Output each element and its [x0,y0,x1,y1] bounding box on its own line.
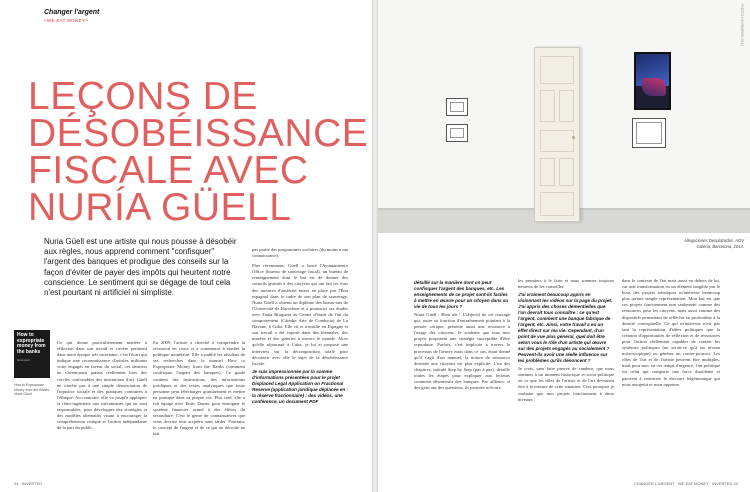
video-screen [634,52,671,110]
interview-question: Je suis impressionnée par la somme d'informations présentées pour le projet Displaced Legal Application on Fractional Reserve (application juridique déplacée en : la réserve fractionnaire) : des vidéos, une conférence, un document PDF [252,368,348,404]
right-column-2 [518,278,614,403]
body-paragraph: pas partie des programmes scolaires (du moins à ma connaissance). [252,247,348,259]
book-author: Nuria Güell [17,359,30,362]
title-line: DÉSOBÉISSANCE [28,112,369,155]
right-page [378,0,750,492]
body-paragraph: Nuria Güell : Bien sûr ! L'objectif de cet ouvrage qui, outre sa fonction d'entraînement pointant à la pensée critique, présente aussi une ressource à l'usage des citoyens. Je souhaite que tous mes projets proposent une stratégie susceptible d'être reproduite. Parfois, c'est implicite à travers le processus de l'œuvre mais dans ce cas, étant donné qu'il s'agit d'un manuel, la notion de ressource destinée aux citoyens est plus explicite. L'un des chapitres, intitulé Step by Step (pas à pas), détaille toutes les étapes pour expliquer aux lecteurs comment désinvestir des banques. Par ailleurs, si des gens ont des questions, ils peuvent m'écrire. [414,312,510,391]
section-rubric: Changer l'argent [44,9,100,16]
framed-print [632,118,666,148]
body-paragraph: Plus récemment, Güell a lancé l'Ayuntamiento Office (bureau de sauvetage fiscal), un bureau de renseignement dont le but est de donner des conseils gratuits à des citoyens qui ont fait les frais des mesures d'austérité mises en place par l'État espagnol dans le cadre de son plan de sauvetage. Nuria Güell a obtenu un diplôme des beaux-arts de l'Université de Barcelone et a poursuivi ses études avec Tania Bruguera au Centre d'étude de l'art du comportement (Cátedra Arte de Conducta) de La Havane, à Cuba. Elle vit et travaille en Espagne et son travail a été exposé dans des biennales, des musées et des galeries à travers le monde. Alors qu'elle séjournait à Cuba, je lui ai proposé une interview sur la décomposition totale pour découvrir avec elle le sujet de la désobéissance fiscale. [252,263,348,366]
framed-print [446,98,468,116]
article-lead: Nuria Güell est une artiste qui nous pousse à désobéir aux règles, nous apprend comment "confisquer" l'argent des banques et prodigue des conseils sur la façon d'éviter de payer des impôts qui heurtent notre conscience. Le sentiment qui se dégage de tout cela n'est pourtant ni artificiel ni simpliste. [44,237,237,298]
right-column-3: dans le contexte de l'art mais aussi en dehors de lui, car une transformation en un élément tangible par le biais des projets artistiques m'intéresse beaucoup plus qu'une simple représentation. Mon but est que ces projets fonctionnent non seulement comme des ressources pour les citoyens, mais aussi comme des dispositifs permettant de réfléchir en profondeur à la densité conceptuelle. Ce qui m'intéresse n'est pas tant la représentation d'idées politiques que la création d'opportunités de réflexion et de ressources pour l'action réellement capables de contrer les systèmes politiques (ne serait-ce qu'à un niveau microscopique) ou générer un contre-pouvoir. Les rôles de l'art et de l'artiste peuvent être multiples, mais pour moi, en ces temps d'urgence, l'art politique est celui qui comporte une force dissidente et parvient à renverser le discours hégémonique qui nous assujettit et nous opprime. [622,278,720,387]
body-column-3 [252,247,348,407]
photo-credit: PHOTO NOVEMBRE 2014 [740,4,744,47]
book-title: How to expropriate money from the banks [17,332,46,355]
interview-question: J'ai vraiment beaucoup appris en visionnant les vidéos sur la page du projet. J'ai appris des choses démentielles que l'on devrait tous connaître : ce qu'est l'argent, comment une banque fabrique de l'argent, etc. Ainsi, votre travail a eu un effet direct sur ma vie. Cependant, d'un point de vue plus général, quel doit être selon vous le rôle d'un artiste qui œuvre sur des projets engagés au socialement ? Peuvent-ils avoir une réelle influence sur les problèmes qu'ils dénoncent ? [518,292,613,364]
book-caption: How to Expropriate Money from the Banks, Nuria Güell. [14,383,50,396]
body-column-1: Ce qui donne particulièrement matière à réflexion dans son travail et s'avère pertinent dans notre époque très incertaine, c'est l'écart qui indique une reconnaissance d'artistes militants votre engagés en faveur du social, ces derniers ne s'aventurant jamais réellement hors des cercles confortables des institutions d'art. Güell ne s'arrête pas à une simple dénonciation de l'injustice sociale et des pratiques contraires à l'éthique. Au contraire, elle va jusqu'à appliquer la rétro-ingénierie aux mécanismes qui en sont responsables, pour développer des stratégies et des modèles alternatifs visant à encourager la compréhension critique et l'action indépendante de la part du public. [57,340,147,431]
body-column-2: En 2009, l'artiste a cherché à comprendre la récession en cours et a commencé à étudier la politique monétaire. Elle a publié les résultats de ses recherches dans le manuel How to Expropriate Money from the Banks (comment confisquer l'argent des banques). Ce guide contient des instructions, des informations juridiques et des textes analytiques que toute personne peut télécharger gratuitement et mettre en pratique dans sa propre vie. Plus tard, elle a fait équipe avec Enric Duran, pour enseigner le système financier actuel à des élèves du secondaire. C'est le genre de connaissances que vous devriez tous acquérir sans tarder. Pourtant, le concept de l'argent et de ce qui en découle ne fait [153,340,245,437]
body-paragraph: les premiers à le faire et nous sommes toujours heureux de les conseiller. [518,278,614,290]
title-line: LEÇONS DE [28,75,258,118]
left-page [0,0,372,492]
right-column-1 [414,278,510,391]
gallery-photo [378,0,750,233]
body-paragraph: Je crois, sans faire preuve de candeur, que nous sommes à un moment historique et socio-politique où ce que les rôles de l'artiste et de l'art devraient être à la mesure de cette situation. Ceci pourquoi je souhaite que mes projets fonctionnent à deux niveaux : [518,366,614,402]
title-line: NURÍA GÜELL [28,186,292,229]
title-line: FISCALE AVEC [28,149,309,192]
page-footer-left: 44 · INVERTED [14,481,43,486]
page-footer-right: CHANGER L'ARGENT · WE EAT MONEY · INVERTED 45 [633,481,738,486]
photo-caption: Allegaciones Desplazadas. AOV Galeria, Barcelona, 2014. [683,238,744,249]
article-title [28,75,369,229]
white-door-sculpture [534,47,580,222]
framed-print [446,124,468,142]
section-subrubric: <WE EAT MONEY> [44,18,89,23]
book-cover-image [14,330,50,378]
interview-question: détaillé sur la manière dont on peut confisquer l'argent des banques, etc. Les enseignements de ce projet sont-ils faciles à mettre en œuvre pour un citoyen dans sa vie de tous les jours ? [414,280,508,309]
